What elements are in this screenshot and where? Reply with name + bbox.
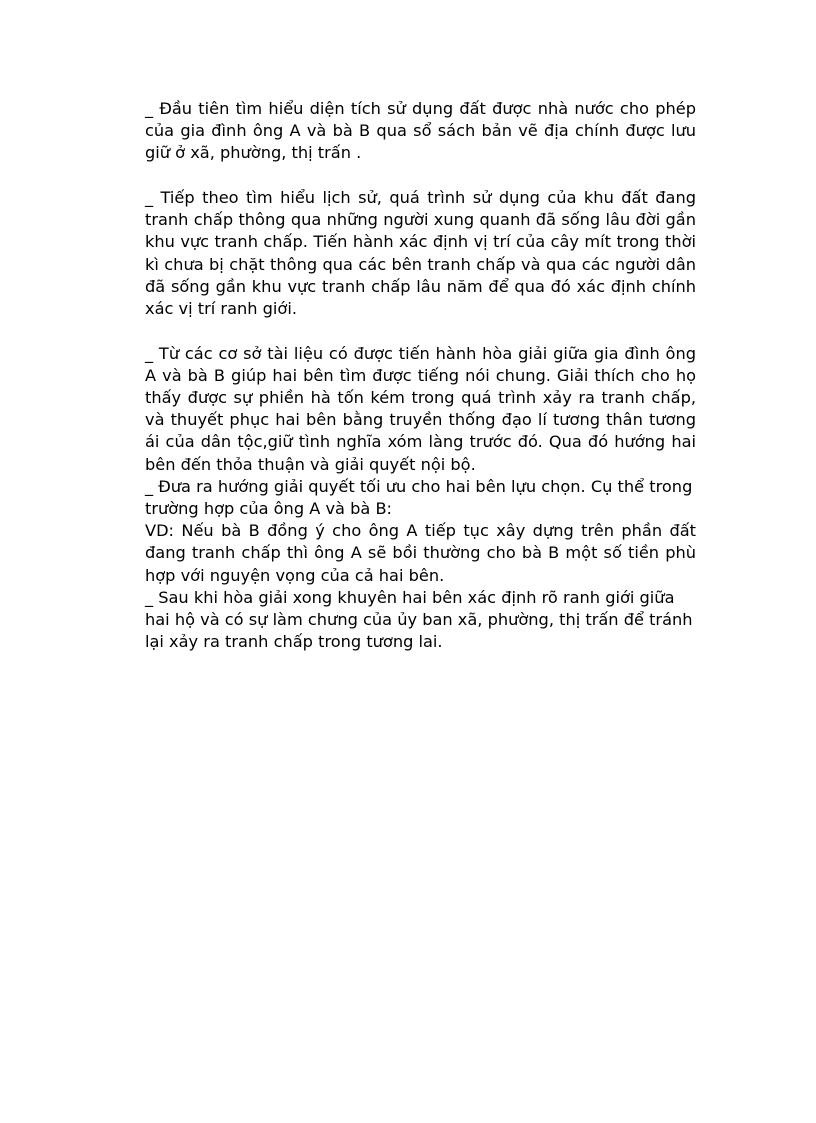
paragraph-mediation: _ Từ các cơ sở tài liệu có được tiến hành hòa giải giữa gia đình ông A và bà B giúp hai bên tìm được tiếng nói chung. Giải thích cho họ thấy được sự phiền hà tốn kém trong quá trình xảy ra tranh chấp, và thuyết phục hai bên bằng truyền thống đạo lí tương thân tương ái của dân tộc,giữ tình nghĩa xóm làng trước đó. Qua đó hướng hai bên đến thỏa thuận và giải quyết nội bộ. — [145, 343, 696, 474]
paragraph-boundary: _ Sau khi hòa giải xong khuyên hai bên xác định rõ ranh giới giữa hai hộ và có sự làm chưng của ủy ban xã, phường, thị trấn để tránh lại xảy ra tranh chấp trong tương lai. — [145, 587, 693, 652]
paragraph-example: VD: Nếu bà B đồng ý cho ông A tiếp tục xây dựng trên phần đất đang tranh chấp thì ông A sẽ bồi thường cho bà B một số tiền phù hợp với nguyện vọng của cả hai bên. — [145, 521, 696, 585]
paragraph-solution: _ Đưa ra hướng giải quyết tối ưu cho hai bên lựu chọn. Cụ thể trong trường hợp của ông A và bà B: — [145, 476, 693, 519]
paragraph-land-history: _ Tiếp theo tìm hiểu lịch sử, quá trình sử dụng của khu đất đang tranh chấp thông qua những người xung quanh đã sống lâu đời gần khu vực tranh chấp. Tiến hành xác định vị trí của cây mít trong thời kì chưa bị chặt thông qua các bên tranh chấp và qua các người dân đã sống gần khu vực tranh chấp lâu năm để qua đó xác định chính xác vị trí ranh giới. — [145, 188, 696, 319]
paragraph-land-records: _ Đầu tiên tìm hiểu diện tích sử dụng đất được nhà nước cho phép của gia đình ông A và bà B qua sổ sách bản vẽ địa chính được lưu giữ ở xã, phường, thị trấn . — [145, 99, 696, 163]
document-body — [145, 98, 696, 653]
